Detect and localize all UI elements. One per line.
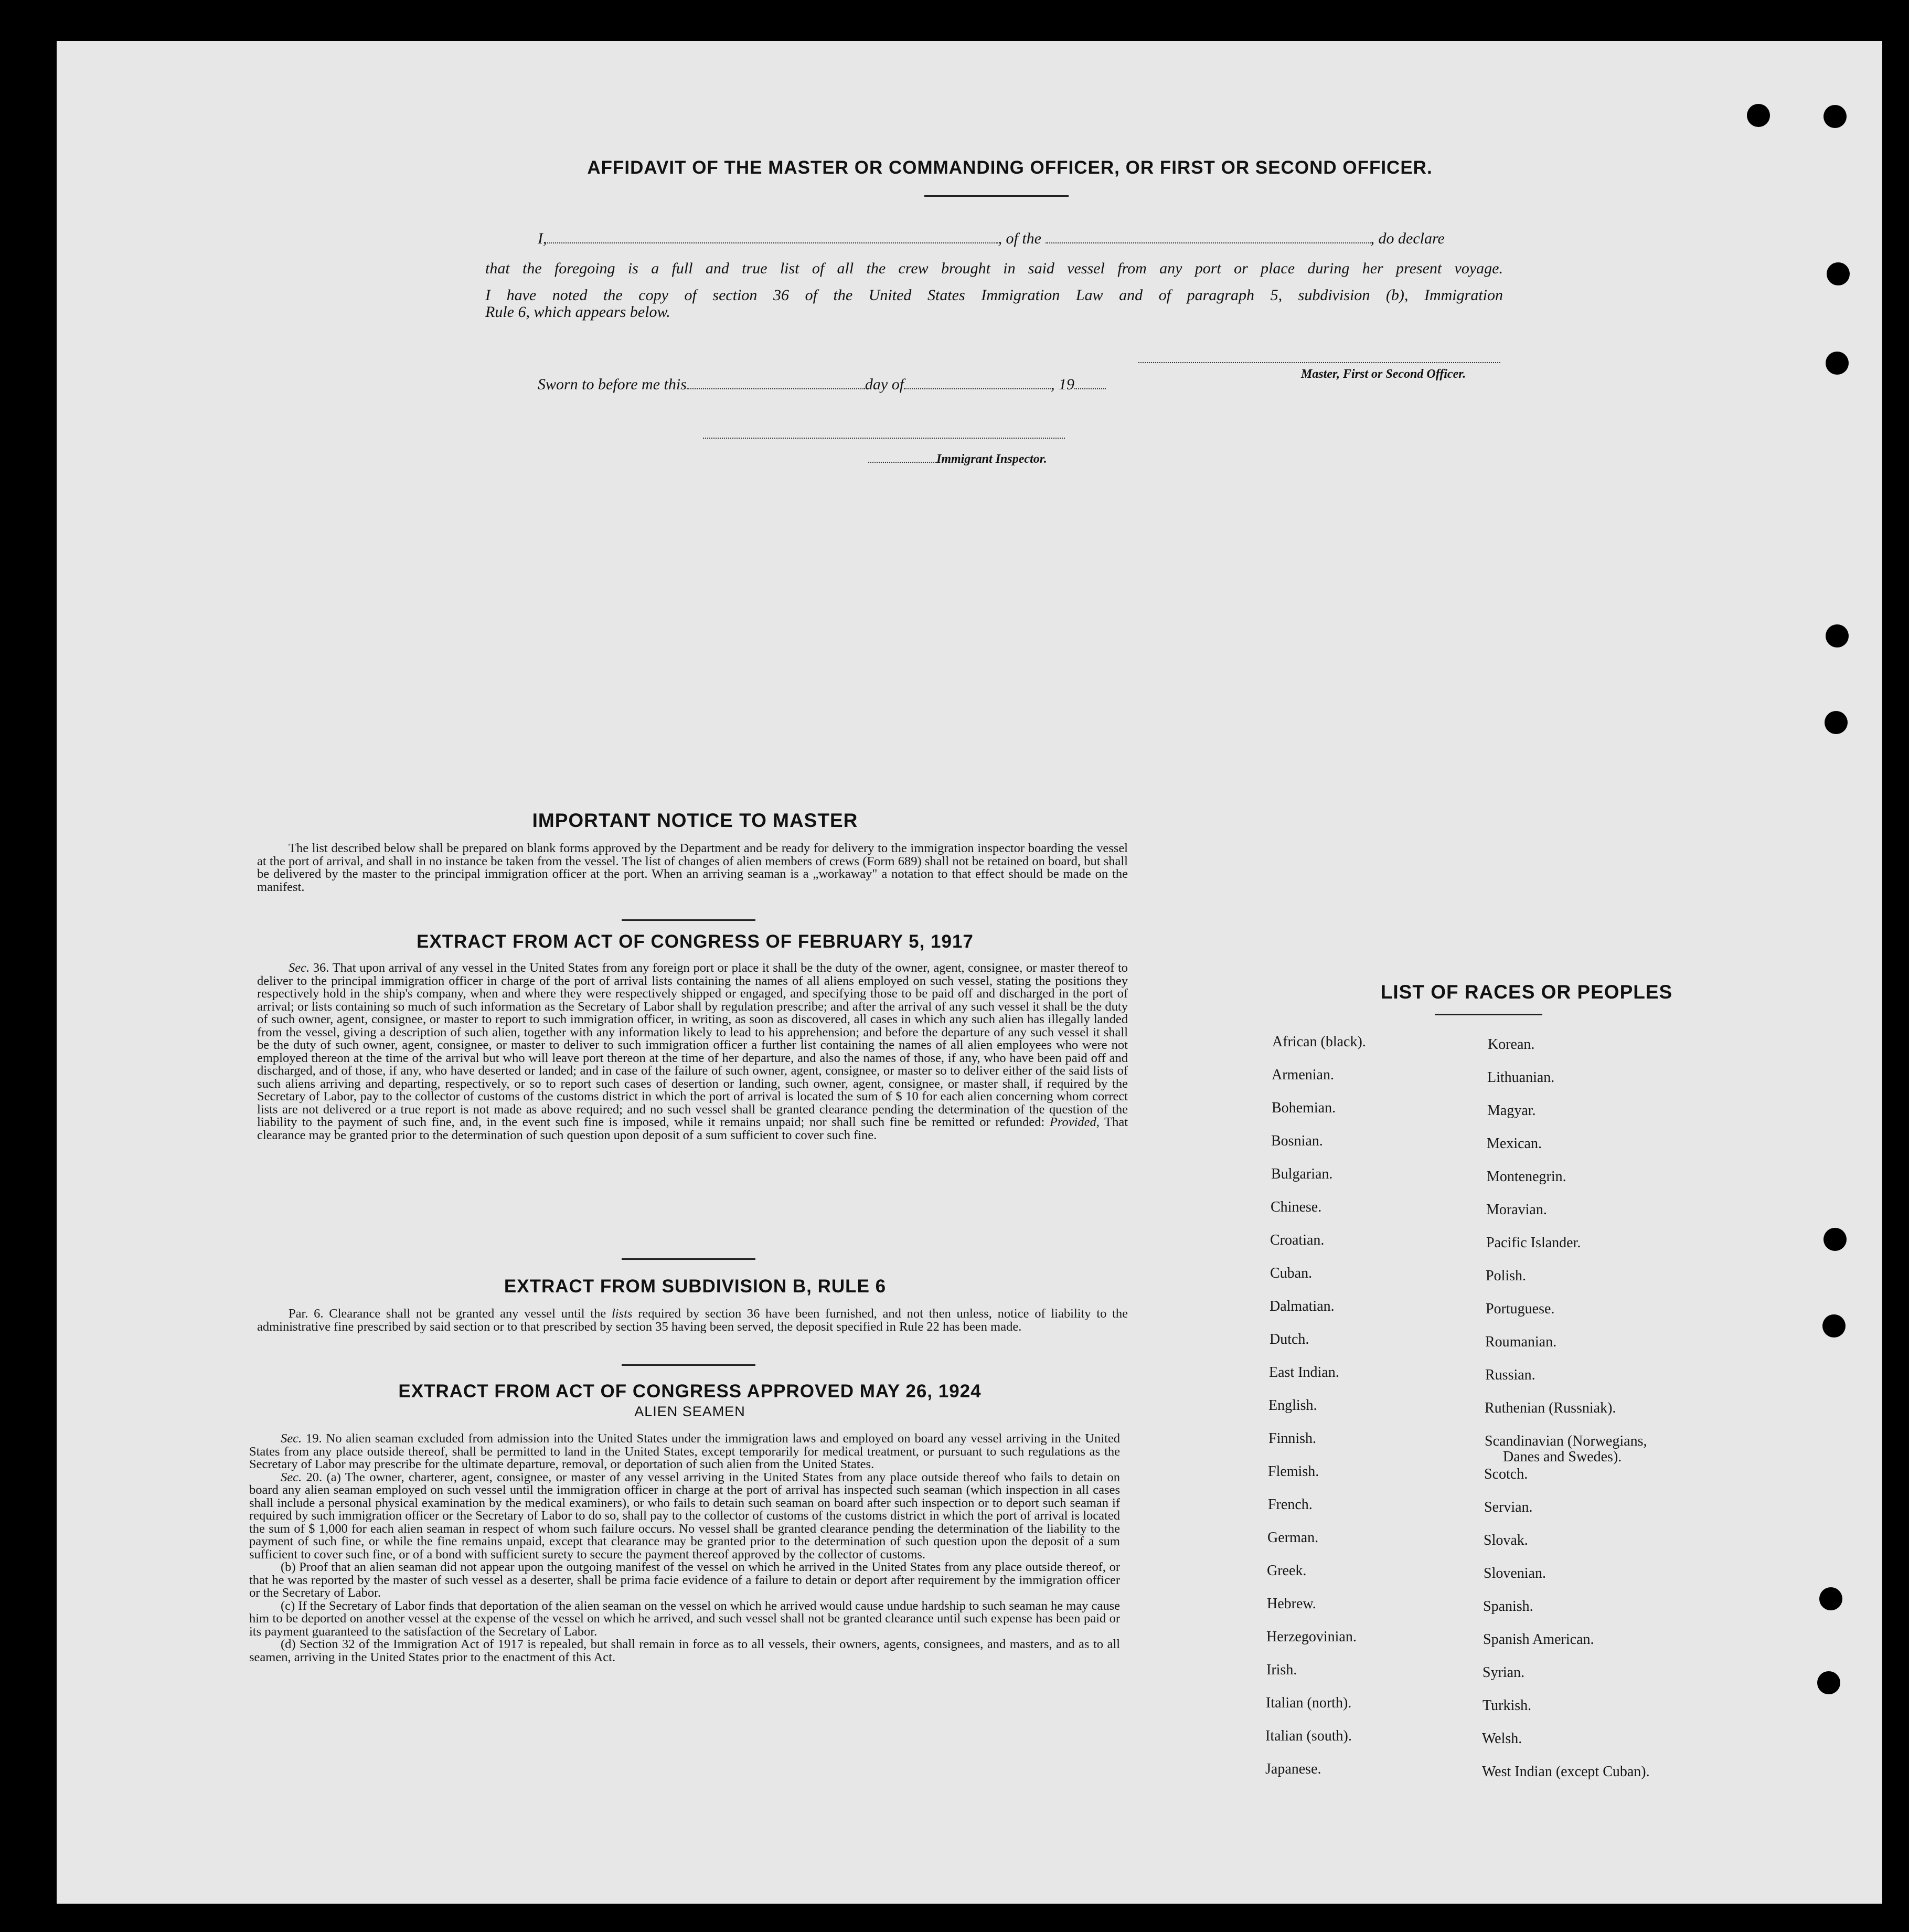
sec36-end: That clearance may be granted prior to the determination of such question upon deposit of a sum sufficient to cover such fine.: [257, 1115, 1128, 1142]
sworn-line: [538, 376, 1106, 394]
act1917-title: EXTRACT FROM ACT OF CONGRESS OF FEBRUARY 5, 1917: [417, 931, 974, 952]
race-item: Bosnian.: [1271, 1133, 1323, 1149]
act1924-subtitle: ALIEN SEAMEN: [634, 1404, 745, 1419]
race-item: German.: [1267, 1530, 1319, 1546]
punch-hole: [1826, 624, 1849, 647]
race-item: Roumanian.: [1485, 1334, 1557, 1350]
sec20a-paragraph: [249, 1471, 1120, 1562]
sec20d-paragraph: (d) Section 32 of the Immigration Act of 1917 is repealed, but shall remain in force as to all vessels, their owners, agents, consignees, and masters, and as to all seamen, arriving in the United States prior to the enactment of this Act.: [249, 1637, 1120, 1664]
inspector-field[interactable]: [868, 462, 936, 463]
race-item: English.: [1268, 1397, 1317, 1414]
sworn-label: Sworn to before me this: [538, 376, 687, 393]
race-item: West Indian (except Cuban).: [1482, 1764, 1650, 1780]
race-item: Pacific Islander.: [1486, 1235, 1581, 1251]
i-label: I,: [538, 230, 547, 247]
act1924-title: EXTRACT FROM ACT OF CONGRESS APPROVED MAY 26, 1924: [398, 1381, 982, 1402]
punch-hole: [1823, 105, 1847, 128]
race-item: Bulgarian.: [1271, 1166, 1333, 1182]
race-item: Irish.: [1266, 1662, 1297, 1678]
sec20-label: Sec.: [281, 1470, 302, 1484]
sworn-month-field[interactable]: [904, 388, 1051, 389]
sec36-body: 36. That upon arrival of any vessel in the United States from any foreign port or place it shall be the duty of the owner, agent, consignee, or master thereof to deliver to the principal immigration officer in charge of the port of arrival lists containing the names of all aliens employed on such vessel, stating the positions they respectively hold in the ship's company, when and where they were respectively shipped or engaged, and specifying those to be paid off and discharged in the port of arrival; or lists containing so much of such information as the Secretary of Labor shall by regulation prescribe; and after the arrival of any such vessel it shall be the duty of such owner, agent, consignee, or master to report to such immigration officer, in writing, as soon as discovered, all cases in which any such alien has illegally landed from the vessel, giving a description of such alien, together with any information likely to lead to his apprehension; and before the departure of any such vessel it shall be the duty of such owner, agent, consignee, or master to deliver to such immigration officer a further list containing the names of all alien employees who were not employed thereon at the time of the arrival but who will leave port thereon at the time of her departure, and also the names of those, if any, who have been paid off and discharged, and of those, if any, who have deserted or landed; and in case of the failure of such owner, agent, consignee, or master so to deliver either of the said lists of such aliens arriving and departing, respectively, or so to report such cases of desertion or landing, such owner, agent, consignee, or master shall, if required by the Secretary of Labor, pay to the collector of customs of the customs district in which the port of arrival is located the sum of $ 10 for each alien concerning whom correct lists are not delivered or a true report is not made as above required; and no such vessel shall be granted clearance pending the determination of the question of the liability to the payment of such fine, and, in the event such fine is imposed, while it remains unpaid; nor shall such fine be remitted or refunded:: [257, 961, 1128, 1129]
notice-rule: [622, 919, 755, 921]
race-item: Polish.: [1486, 1268, 1527, 1284]
sec19-paragraph: [249, 1432, 1120, 1471]
sec20a-body: 20. (a) The owner, charterer, agent, consignee, or master of any vessel arriving in the United States from any place outside thereof who fails to detain on board any alien seaman employed on such vessel until the immigration officer in charge at the port of arrival has inspected such seaman (which inspection in all cases shall include a personal physical examination by the medical examiners), or who fails to detain such seaman on board after such inspection or to deport such seaman if required by such immigration officer or the Secretary of Labor to do so, shall pay to the collector of customs of the customs district in which the port of arrival is located the sum of $ 1,000 for each alien seaman in respect of whom such failure occurs. No vessel shall be granted clearance pending the determination of the liability to the payment of such fine, or while the fine remains unpaid, except that clearance may be granted prior to the determination of such question upon the deposit of a sum sufficient to cover such fine, or of a bond with sufficient surety to secure the payment thereof approved by the collector of customs.: [249, 1470, 1121, 1562]
punch-hole: [1825, 711, 1848, 734]
inspector-signature-line[interactable]: [703, 438, 1065, 439]
sec19-body: 19. No alien seaman excluded from admission into the United States under the immigration laws and employed on board any vessel arriving in the United States from any place outside thereof, shall be permitted to land in the United States, except temporarily for medical treatment, or pursuant to such regulations as the Secretary of Labor may prescribe for the ultimate departure, removal, or deportation of such alien from the United States.: [249, 1431, 1120, 1471]
rule6-text: [257, 1308, 1128, 1333]
race-item: Armenian.: [1272, 1067, 1334, 1083]
punch-hole: [1822, 1314, 1846, 1337]
rule6-rule: [622, 1364, 755, 1366]
race-item: Cuban.: [1270, 1265, 1313, 1281]
lists-word: lists: [612, 1307, 633, 1321]
race-item: Spanish.: [1483, 1598, 1533, 1615]
race-item: Turkish.: [1483, 1697, 1532, 1714]
race-item: Herzegovinian.: [1266, 1629, 1357, 1645]
rule6-title: EXTRACT FROM SUBDIVISION B, RULE 6: [504, 1276, 887, 1297]
sworn-day-field[interactable]: [687, 388, 865, 389]
race-item: Japanese.: [1265, 1761, 1321, 1777]
rule6-body-b: required by section 36 have been furnished, and not then unless, notice of liability to the administrative fine prescribed by said section or to that prescribed by section 35 having been served, the deposit specified in Rule 22 has been made.: [257, 1307, 1128, 1334]
race-item: Dutch.: [1270, 1331, 1309, 1347]
race-item: Croatian.: [1270, 1232, 1325, 1248]
races-title: LIST OF RACES OR PEOPLES: [1380, 981, 1673, 1003]
race-item: Dalmatian.: [1270, 1298, 1335, 1314]
inspector-label: Immigrant Inspector.: [936, 452, 1047, 466]
sworn-year-field[interactable]: [1074, 388, 1106, 389]
notice-text: [257, 842, 1128, 894]
sec19-label: Sec.: [281, 1431, 302, 1446]
rule6-paragraph: [257, 1308, 1128, 1333]
affidavit-title: AFFIDAVIT OF THE MASTER OR COMMANDING OFFICER, OR FIRST OR SECOND OFFICER.: [587, 157, 1433, 178]
race-item: East Indian.: [1269, 1364, 1339, 1381]
race-item: Russian.: [1485, 1367, 1535, 1383]
race-item: Scotch.: [1484, 1466, 1528, 1482]
sec36-label: Sec.: [289, 961, 310, 975]
act1917-text: [257, 962, 1128, 1142]
punch-hole: [1823, 1228, 1847, 1251]
notice-paragraph: The list described below shall be prepared on blank forms approved by the Department and be ready for delivery to the immigration inspector boarding the vessel at the port of arrival, and shall in no instance be taken from the vessel. The list of changes of alien members of crews (Form 689) shall not be retained on board, but shall be delivered by the master to the principal immigration officer at the port. When an arriving seaman is a „workaway" a notation to that effect should be made on the manifest.: [257, 841, 1128, 894]
race-item: Hebrew.: [1267, 1596, 1316, 1612]
name-field[interactable]: [547, 242, 998, 243]
affidavit-line-2: that the foregoing is a full and true list of all the crew brought in said vessel from any port or place during her present voyage.: [485, 260, 1503, 277]
punch-hole: [1817, 1671, 1840, 1694]
vessel-field[interactable]: [1046, 242, 1371, 243]
race-item: Flemish.: [1268, 1463, 1319, 1480]
year-label: , 19: [1051, 376, 1075, 393]
inspector-line: [868, 452, 1047, 466]
race-item: Slovenian.: [1484, 1565, 1546, 1581]
race-item: Montenegrin.: [1487, 1169, 1566, 1185]
punch-hole: [1826, 352, 1849, 375]
affidavit-line-3: I have noted the copy of section 36 of the United States Immigration Law and of paragraph 5, subdivision (b), Immigration: [485, 286, 1503, 304]
do-declare-label: , do declare: [1370, 230, 1445, 247]
sec20b-paragraph: (b) Proof that an alien seaman did not appear upon the outgoing manifest of the vessel on which he arrived in the United States from any place outside thereof, or that he was reported by the master of such vessel as a deserter, shall be prima facie evidence of a failure to detain or deport after requirement by the immigration officer or the Secretary of Labor.: [249, 1560, 1120, 1600]
of-the-label: , of the: [998, 230, 1041, 247]
race-item: French.: [1268, 1496, 1313, 1513]
race-item: Ruthenian (Russniak).: [1485, 1400, 1616, 1416]
day-of-label: day of: [865, 376, 904, 393]
race-item: Portuguese.: [1486, 1301, 1555, 1317]
race-item: Greek.: [1267, 1563, 1307, 1579]
race-item: Servian.: [1484, 1499, 1533, 1515]
act1924-text: [249, 1432, 1120, 1664]
race-item: Scandinavian (Norwegians,: [1485, 1433, 1647, 1449]
race-item: Slovak.: [1484, 1532, 1528, 1548]
affidavit-declaration-line: [485, 230, 1503, 248]
race-item: Magyar.: [1487, 1102, 1536, 1119]
race-item: Syrian.: [1483, 1664, 1525, 1681]
race-item: Lithuanian.: [1487, 1069, 1555, 1086]
act1917-rule: [622, 1258, 755, 1260]
race-item: Korean.: [1488, 1036, 1535, 1053]
race-item-continuation: Danes and Swedes).: [1503, 1449, 1622, 1465]
race-item: Finnish.: [1268, 1430, 1317, 1447]
master-signature-line[interactable]: [1138, 362, 1500, 363]
master-signature-label: Master, First or Second Officer.: [1301, 367, 1466, 381]
notice-title: IMPORTANT NOTICE TO MASTER: [532, 810, 858, 831]
affidavit-rule: [924, 195, 1069, 197]
punch-hole: [1827, 262, 1850, 285]
sec36-paragraph: [257, 962, 1128, 1142]
sec20c-paragraph: (c) If the Secretary of Labor finds that deportation of the alien seaman on the vessel on which he arrived would cause undue hardship to such seaman he may cause him to be deported on another vessel at the expense of the vessel on which he arrived, and such vessel shall not be granted clearance until such expense has been paid or its payment guaranteed to the satisfaction of the Secretary of Labor.: [249, 1598, 1120, 1639]
race-item: African (black).: [1272, 1034, 1366, 1050]
provided-label: Provided,: [1049, 1115, 1100, 1129]
punch-hole: [1747, 104, 1770, 127]
race-item: Bohemian.: [1272, 1100, 1336, 1116]
race-item: Chinese.: [1271, 1199, 1322, 1215]
race-item: Mexican.: [1487, 1135, 1542, 1152]
affidavit-line-4: Rule 6, which appears below.: [485, 303, 670, 321]
races-rule: [1435, 1014, 1542, 1015]
race-item: Italian (south).: [1265, 1728, 1352, 1744]
race-item: Italian (north).: [1266, 1695, 1352, 1711]
race-item: Welsh.: [1482, 1731, 1522, 1747]
rule6-body-a: Par. 6. Clearance shall not be granted any vessel until the: [289, 1307, 606, 1321]
punch-hole: [1819, 1587, 1842, 1610]
race-item: Moravian.: [1486, 1202, 1547, 1218]
race-item: Spanish American.: [1483, 1631, 1594, 1648]
